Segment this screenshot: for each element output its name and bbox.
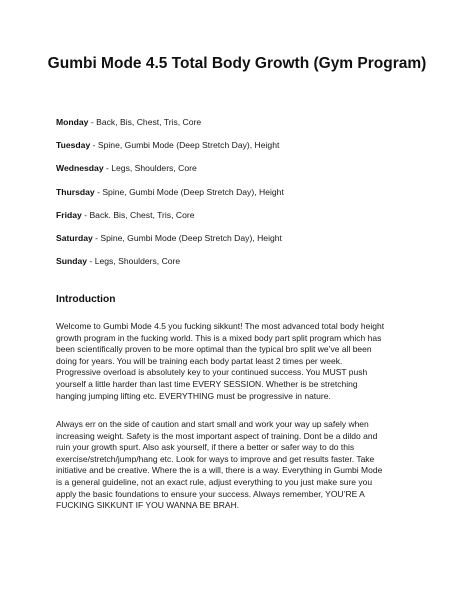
- schedule-day: Friday: [56, 209, 82, 220]
- schedule-item-tuesday: [56, 139, 436, 162]
- weekly-schedule: [56, 116, 436, 278]
- schedule-separator: -: [88, 117, 97, 127]
- text-line: increasing weight. Safety is the most important aspect of training. Dont be a dildo and: [56, 430, 378, 441]
- schedule-plan: Spine, Gumbi Mode (Deep Stretch Day), Height: [97, 140, 280, 151]
- schedule-item-friday: [56, 209, 436, 232]
- text-line: Welcome to Gumbi Mode 4.5 you fucking sikkunt! The most advanced total body height: [56, 321, 385, 331]
- schedule-separator: -: [92, 232, 101, 243]
- schedule-day: Tuesday: [56, 140, 91, 151]
- schedule-day: Monday: [56, 117, 89, 127]
- text-line: Progressive overload is absolutely key to your continued success. You MUST push: [56, 367, 368, 378]
- schedule-day: Wednesday: [56, 163, 104, 174]
- schedule-plan: Back, Bis, Chest, Tris, Core: [96, 117, 202, 127]
- schedule-separator: -: [90, 140, 98, 151]
- schedule-item-saturday: [56, 232, 436, 255]
- schedule-separator: -: [87, 256, 95, 267]
- schedule-item-sunday: [56, 255, 436, 278]
- text-line: exercise/stretch/jump/hang etc. Look for ways to improve and get results faster. Take: [56, 453, 375, 464]
- text-line: apply the basic foundations to ensure your success. Always remember, YOU’RE A: [56, 488, 365, 499]
- text-line: been scientifically proven to be more optimal than the typical bro split we’ve all been: [56, 344, 372, 355]
- schedule-separator: -: [103, 163, 112, 174]
- intro-paragraph-1: [56, 321, 426, 402]
- schedule-separator: -: [81, 209, 90, 220]
- schedule-plan: Spine, Gumbi Mode (Deep Stretch Day), Height: [100, 232, 282, 243]
- schedule-day: Saturday: [56, 232, 93, 243]
- text-line: FUCKING SIKKUNT IF YOU WANNA BE BRAH.: [56, 500, 240, 511]
- text-line: doing for years. You will be training each body partat least 2 times per week.: [56, 355, 343, 366]
- schedule-separator: -: [94, 186, 103, 197]
- schedule-plan: Legs, Shoulders, Core: [111, 163, 197, 174]
- text-line: growth program in the fucking world. This is a mixed body part split program which has: [56, 332, 382, 343]
- text-line: is a general guideline, not an exact rule, adjust everything to you just make sure you: [56, 476, 373, 487]
- text-line: yourself a little harder than last time EVERY SESSION. Whether is be stretching: [56, 378, 358, 389]
- introduction-heading: Introduction: [56, 294, 116, 305]
- schedule-item-wednesday: [56, 162, 436, 185]
- schedule-item-thursday: [56, 186, 436, 209]
- text-line: hanging jumping lifting etc. EVERYTHING must be progressive in nature.: [56, 390, 331, 401]
- document-title: Gumbi Mode 4.5 Total Body Growth (Gym Program): [47, 55, 427, 72]
- text-line: Always err on the side of caution and start small and work your way up safely when: [56, 419, 369, 429]
- intro-paragraph-2: [56, 419, 426, 512]
- schedule-item-monday: [56, 116, 436, 139]
- schedule-plan: Spine, Gumbi Mode (Deep Stretch Day), Height: [102, 186, 284, 197]
- schedule-day: Thursday: [56, 186, 95, 197]
- schedule-plan: Back. Bis, Chest, Tris, Core: [89, 209, 195, 220]
- schedule-day: Sunday: [56, 256, 88, 267]
- schedule-plan: Legs, Shoulders, Core: [94, 256, 181, 267]
- text-line: initiative and be creative. Where the is a will, there is a way. Everything in Gumbi Mode: [56, 465, 383, 476]
- text-line: ruin your growth spurt. Also ask yourself, if there a better or safer way to do this: [56, 442, 355, 453]
